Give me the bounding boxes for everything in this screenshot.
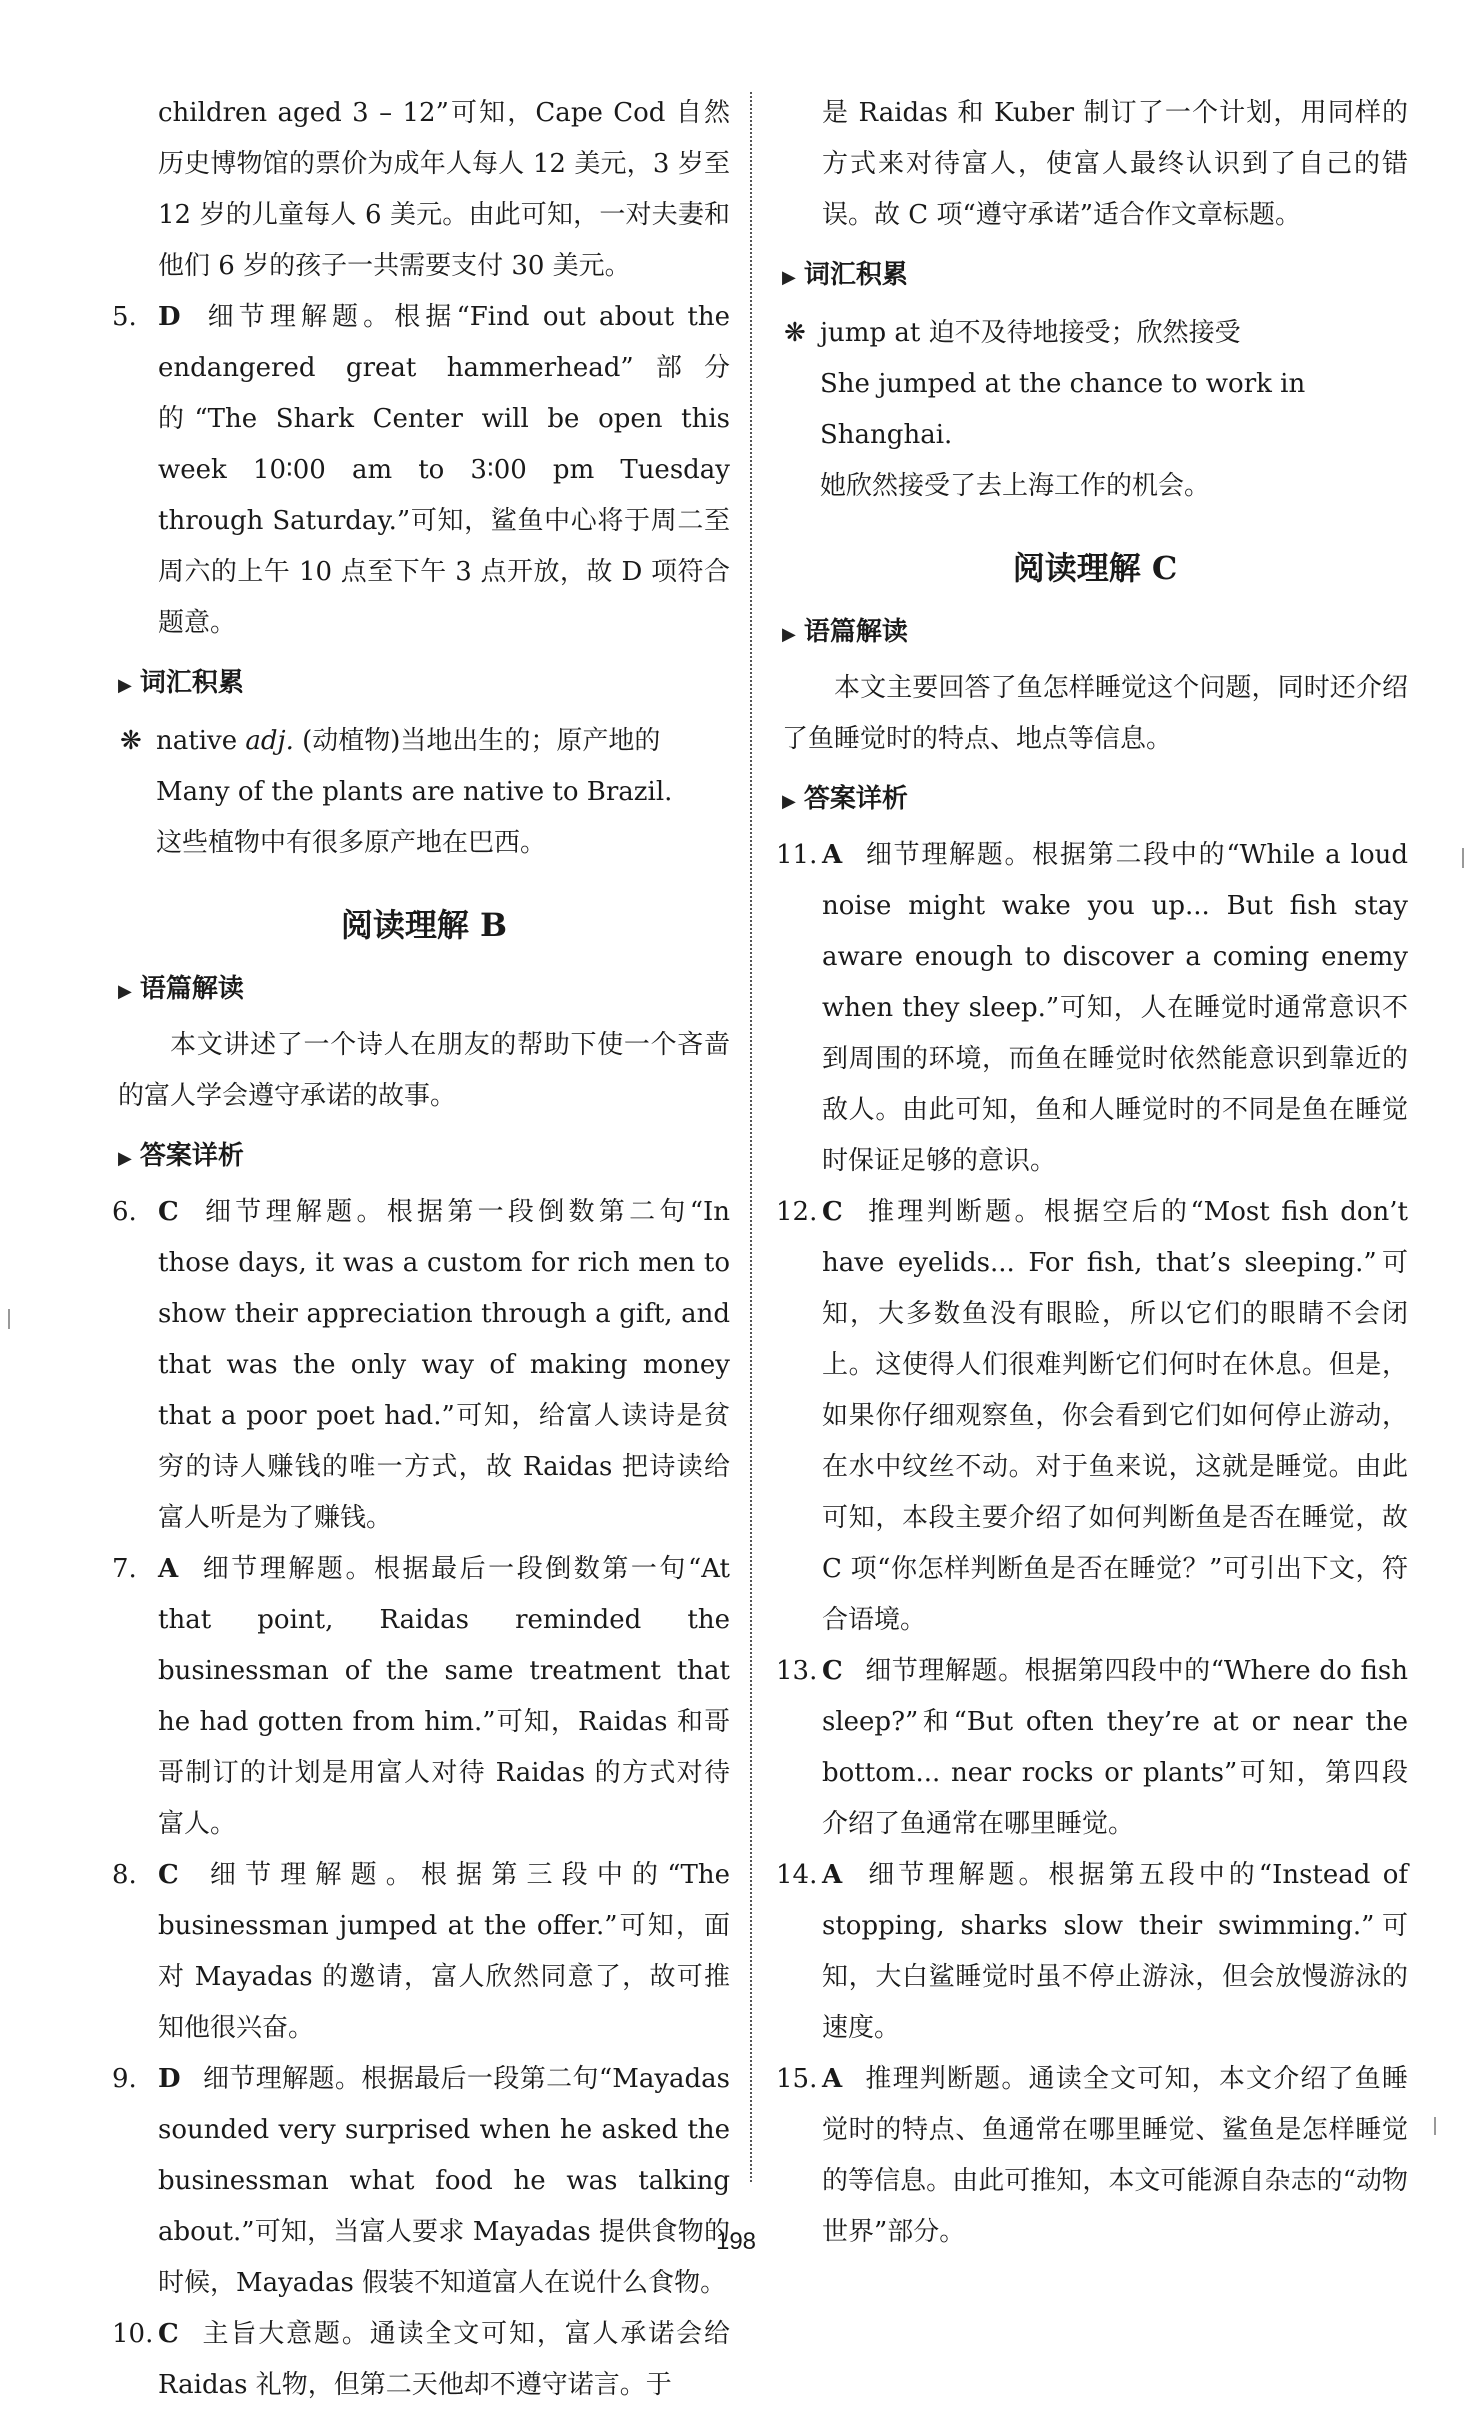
vocab-pos: adj. — [245, 726, 294, 756]
section-head-answers — [118, 1136, 730, 1179]
question-number: 9. — [112, 2064, 137, 2094]
question-number: 15. — [776, 2064, 818, 2094]
section-title-c: 阅读理解 C — [1012, 549, 1178, 587]
left-column — [112, 88, 730, 2411]
section-head-label: 答案详析 — [139, 1141, 244, 1171]
passage-analysis-b: 本文讲述了一个诗人在朋友的帮助下使一个吝啬的富人学会遵守承诺的故事。 — [118, 1030, 730, 1111]
answer-explanation: 细节理解题。根据第三段中的“The businessman jumped at the offer.”可知，面对 Mayadas 的邀请，富人欣然同意了，故可推知他很兴奋。 — [158, 1860, 730, 2043]
answer-letter: C — [822, 1656, 843, 1686]
answer-explanation: 细节理解题。根据第四段中的“Where do fish sleep?”和“But often they’re at or near the bottom... near rocks or plants”可知，第四段介绍了鱼通常在哪里睡觉。 — [822, 1656, 1408, 1839]
right-column — [776, 88, 1408, 2258]
question-number: 6. — [112, 1197, 137, 1227]
answer-item-8 — [112, 1850, 730, 2054]
section-head-label: 答案详析 — [803, 784, 908, 814]
answer-item-5 — [112, 292, 730, 649]
answer-explanation: 主旨大意题。通读全文可知，富人承诺会给 Raidas 礼物，但第二天他却不遵守诺言。于 — [158, 2319, 730, 2400]
answer-explanation: 细节理解题。根据最后一段第二句“Mayadas sounded very surprised when he asked the businessman what food he was talking about.”可知，当富人要求 Mayadas 提供食物的时候，Mayadas 假装不知道富人在说什么食物。 — [158, 2064, 730, 2298]
asterisk-icon: ❋ — [120, 726, 142, 756]
answer-explanation: 推理判断题。通读全文可知，本文介绍了鱼睡觉时的特点、鱼通常在哪里睡觉、鲨鱼是怎样睡觉的等信息。由此可推知，本文可能源自杂志的“动物世界”部分。 — [822, 2064, 1408, 2247]
vocab-definition: (动植物)当地出生的；原产地的 — [302, 726, 661, 756]
triangle-bullet-icon: ▶ — [782, 267, 796, 288]
section-title-b: 阅读理解 B — [340, 906, 508, 944]
answer-letter: C — [158, 1197, 179, 1227]
vocab-example: Many of the plants are native to Brazil. — [156, 777, 673, 807]
answer-item-10 — [112, 2309, 730, 2411]
vocab-entry-jump-at — [782, 308, 1408, 512]
triangle-bullet-icon: ▶ — [118, 981, 132, 1002]
question-number: 12. — [776, 1197, 818, 1227]
section-head-label: 词汇积累 — [139, 668, 244, 698]
passage-analysis-c: 本文主要回答了鱼怎样睡觉这个问题，同时还介绍了鱼睡觉时的特点、地点等信息。 — [782, 673, 1408, 754]
question-number: 8. — [112, 1860, 137, 1890]
vocab-word: native — [156, 726, 238, 756]
answer-item-7 — [112, 1544, 730, 1850]
question-number: 11. — [776, 840, 818, 870]
answer-letter: A — [822, 840, 843, 870]
vocab-entry-native — [118, 716, 730, 869]
answer-explanation: 细节理解题。根据“Find out about the endangered great hammerhead”部分的“The Shark Center will be open this week 10∶00 am to 3∶00 pm Tuesday through Saturday.”可知，鲨鱼中心将于周二至周六的上午 10 点至下午 3 点开放，故 D 项符合题意。 — [158, 302, 730, 638]
answer-explanation: 推理判断题。根据空后的“Most fish don’t have eyelids... For fish, that’s sleeping.”可知，大多数鱼没有眼睑，所以它们的眼睛不会闭上。这使得人们很难判断它们何时在休息。但是，如果你仔细观察鱼，你会看到它们如何停止游动，在水中纹丝不动。对于鱼来说，这就是睡觉。由此可知，本段主要介绍了如何判断鱼是否在睡觉，故 C 项“你怎样判断鱼是否在睡觉？”可引出下文，符合语境。 — [822, 1197, 1408, 1635]
column-divider — [750, 92, 752, 2182]
section-head-label: 语篇解读 — [139, 974, 244, 1004]
vocab-translation: 这些植物中有很多原产地在巴西。 — [156, 828, 547, 858]
section-head-analysis — [118, 969, 730, 1012]
section-head-analysis — [782, 612, 1408, 655]
question-number: 14. — [776, 1860, 818, 1890]
section-head-label: 语篇解读 — [803, 617, 908, 647]
section-head-label: 词汇积累 — [803, 260, 908, 290]
q10-continuation: 是 Raidas 和 Kuber 制订了一个计划，用同样的方式来对待富人，使富人最终认识到了自己的错误。故 C 项“遵守承诺”适合作文章标题。 — [822, 98, 1408, 230]
answer-letter: C — [158, 1860, 179, 1890]
vocab-translation: 她欣然接受了去上海工作的机会。 — [820, 471, 1211, 501]
vocab-definition: 迫不及待地接受；欣然接受 — [928, 318, 1241, 348]
edge-mark — [1434, 2117, 1436, 2135]
triangle-bullet-icon: ▶ — [118, 1148, 132, 1169]
answer-letter: A — [822, 1860, 843, 1890]
section-head-answers — [782, 779, 1408, 822]
question-number: 13. — [776, 1656, 818, 1686]
answer-letter: A — [158, 1554, 179, 1584]
asterisk-icon: ❋ — [784, 318, 806, 348]
answer-item-6 — [112, 1187, 730, 1544]
answer-letter: A — [822, 2064, 843, 2094]
answer-explanation: 细节理解题。根据第一段倒数第二句“In those days, it was a custom for rich men to show their appreciation through a gift, and that was the only way of making money that a poor poet had.”可知，给富人读诗是贫穷的诗人赚钱的唯一方式，故 Raidas 把诗读给富人听是为了赚钱。 — [158, 1197, 730, 1533]
vocab-example: She jumped at the chance to work in Shanghai. — [820, 369, 1306, 450]
question-number: 7. — [112, 1554, 137, 1584]
triangle-bullet-icon: ▶ — [782, 791, 796, 812]
answer-item-12 — [776, 1187, 1408, 1646]
answer-item-11 — [776, 830, 1408, 1187]
question-number: 10. — [112, 2319, 154, 2349]
answer-item-13 — [776, 1646, 1408, 1850]
answer-letter: C — [822, 1197, 843, 1227]
vocab-word: jump at — [820, 318, 921, 348]
section-head-vocab — [782, 255, 1408, 298]
answer-letter: C — [158, 2319, 179, 2349]
edge-mark — [8, 1309, 10, 1329]
answer-letter: D — [158, 2064, 181, 2094]
triangle-bullet-icon: ▶ — [782, 624, 796, 645]
answer-explanation: 细节理解题。根据最后一段倒数第一句“At that point, Raidas reminded the businessman of the same treatment that he had gotten from him.”可知，Raidas 和哥哥制订的计划是用富人对待 Raidas 的方式对待富人。 — [158, 1554, 730, 1839]
answer-item-14 — [776, 1850, 1408, 2054]
edge-mark — [1462, 848, 1464, 868]
page-number: 198 — [715, 2228, 757, 2255]
triangle-bullet-icon: ▶ — [118, 675, 132, 696]
q4-continuation: children aged 3 – 12”可知，Cape Cod 自然历史博物馆的票价为成年人每人 12 美元，3 岁至 12 岁的儿童每人 6 美元。由此可知，一对夫妻和他们 6 岁的孩子一共需要支付 30 美元。 — [158, 98, 730, 281]
question-number: 5. — [112, 302, 137, 332]
answer-explanation: 细节理解题。根据第二段中的“While a loud noise might wake you up... But fish stay aware enough to discover a coming enemy when they sleep.”可知，人在睡觉时通常意识不到周围的环境，而鱼在睡觉时依然能意识到靠近的敌人。由此可知，鱼和人睡觉时的不同是鱼在睡觉时保证足够的意识。 — [822, 840, 1408, 1176]
answer-explanation: 细节理解题。根据第五段中的“Instead of stopping, sharks slow their swimming.”可知，大白鲨睡觉时虽不停止游泳，但会放慢游泳的速度。 — [822, 1860, 1408, 2043]
answer-item-9 — [112, 2054, 730, 2309]
answer-letter: D — [158, 302, 181, 332]
section-head-vocab — [118, 663, 730, 706]
